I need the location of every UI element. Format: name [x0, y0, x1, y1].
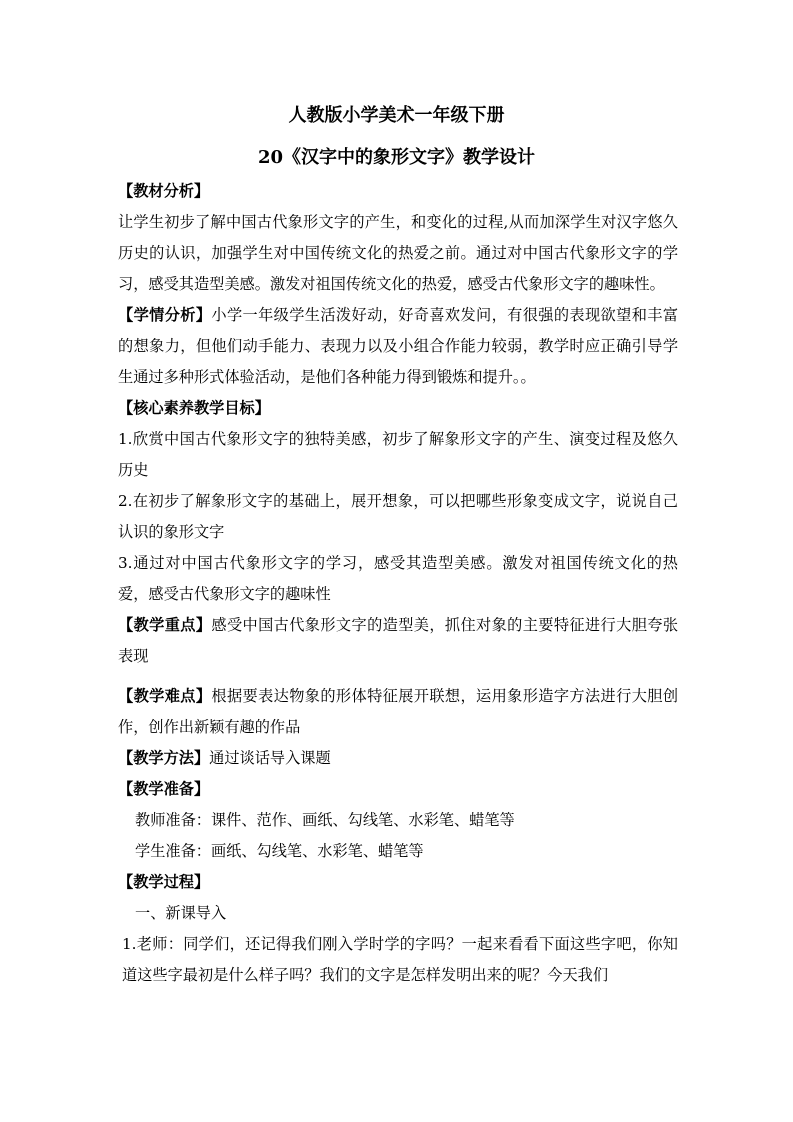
- section-heading-zhongdian: 【教学重点】: [118, 616, 212, 634]
- section-body-nandian: 根据要表达物象的形体特征展开联想，运用象形造字方法进行大胆创作，创作出新颖有趣的作品: [118, 687, 679, 736]
- section-heading-nandian: 【教学难点】: [118, 687, 212, 705]
- section-heading-jiaocai: 【教材分析】: [118, 182, 210, 200]
- document-body: [118, 176, 678, 991]
- section-heading-fangfa: 【教学方法】: [118, 749, 210, 767]
- section-body-xueqing: 小学一年级学生活泼好动，好奇喜欢发问，有很强的表现欲望和丰富的想象力，但他们动手能力、表现力以及小组合作能力较弱，教学时应正确引导学生通过多种形式体验活动，是他们各种能力得到锻炼和提升。。: [118, 306, 679, 386]
- section-heading-mubiao: 【核心素养教学目标】: [118, 399, 270, 417]
- process-paragraph-1: 1.老师：同学们，还记得我们刚入学时学的字吗？一起来看看下面这些字吧，你知道这些字最初是什么样子吗？我们的文字是怎样发明出来的呢？今天我们: [122, 935, 678, 984]
- prep-student: 学生准备：画纸、勾线笔、水彩笔、蜡笔等: [135, 842, 424, 860]
- doc-title-line2: 20《汉字中的象形文字》教学设计: [257, 147, 536, 168]
- section-body-zhongdian: 感受中国古代象形文字的造型美，抓住对象的主要特征进行大胆夸张表现: [118, 616, 679, 665]
- prep-teacher: 教师准备：课件、范作、画纸、勾线笔、水彩笔、蜡笔等: [135, 811, 515, 829]
- section-body-fangfa: 通过谈话导入课题: [209, 749, 331, 767]
- objective-item-1: 1.欣赏中国古代象形文字的独特美感，初步了解象形文字的产生、演变过程及悠久历史: [118, 430, 678, 479]
- section-heading-xueqing: 【学情分析】: [118, 306, 212, 324]
- section-heading-guocheng: 【教学过程】: [118, 873, 210, 891]
- section-fangfa: [118, 743, 678, 774]
- section-zhongdian: [118, 610, 678, 672]
- doc-title-line1: 人教版小学美术一年级下册: [288, 105, 505, 126]
- process-subheading-1: 一、新课导入: [135, 904, 227, 922]
- section-nandian: [118, 681, 678, 743]
- objective-item-3: 3.通过对中国古代象形文字的学习，感受其造型美感。激发对祖国传统文化的热爱，感受古代象形文字的趣味性: [118, 554, 678, 603]
- section-body-jiaocai: 让学生初步了解中国古代象形文字的产生，和变化的过程,从而加深学生对汉字悠久历史的认识，加强学生对中国传统文化的热爱之前。通过对中国古代象形文字的学习，感受其造型美感。激发对祖国传统文化的热爱，感受古代象形文字的趣味性。: [118, 213, 678, 293]
- section-xueqing: [118, 300, 678, 393]
- section-heading-zhunbei: 【教学准备】: [118, 780, 210, 798]
- objective-item-2: 2.在初步了解象形文字的基础上，展开想象，可以把哪些形象变成文字，说说自己认识的象形文字: [118, 492, 678, 541]
